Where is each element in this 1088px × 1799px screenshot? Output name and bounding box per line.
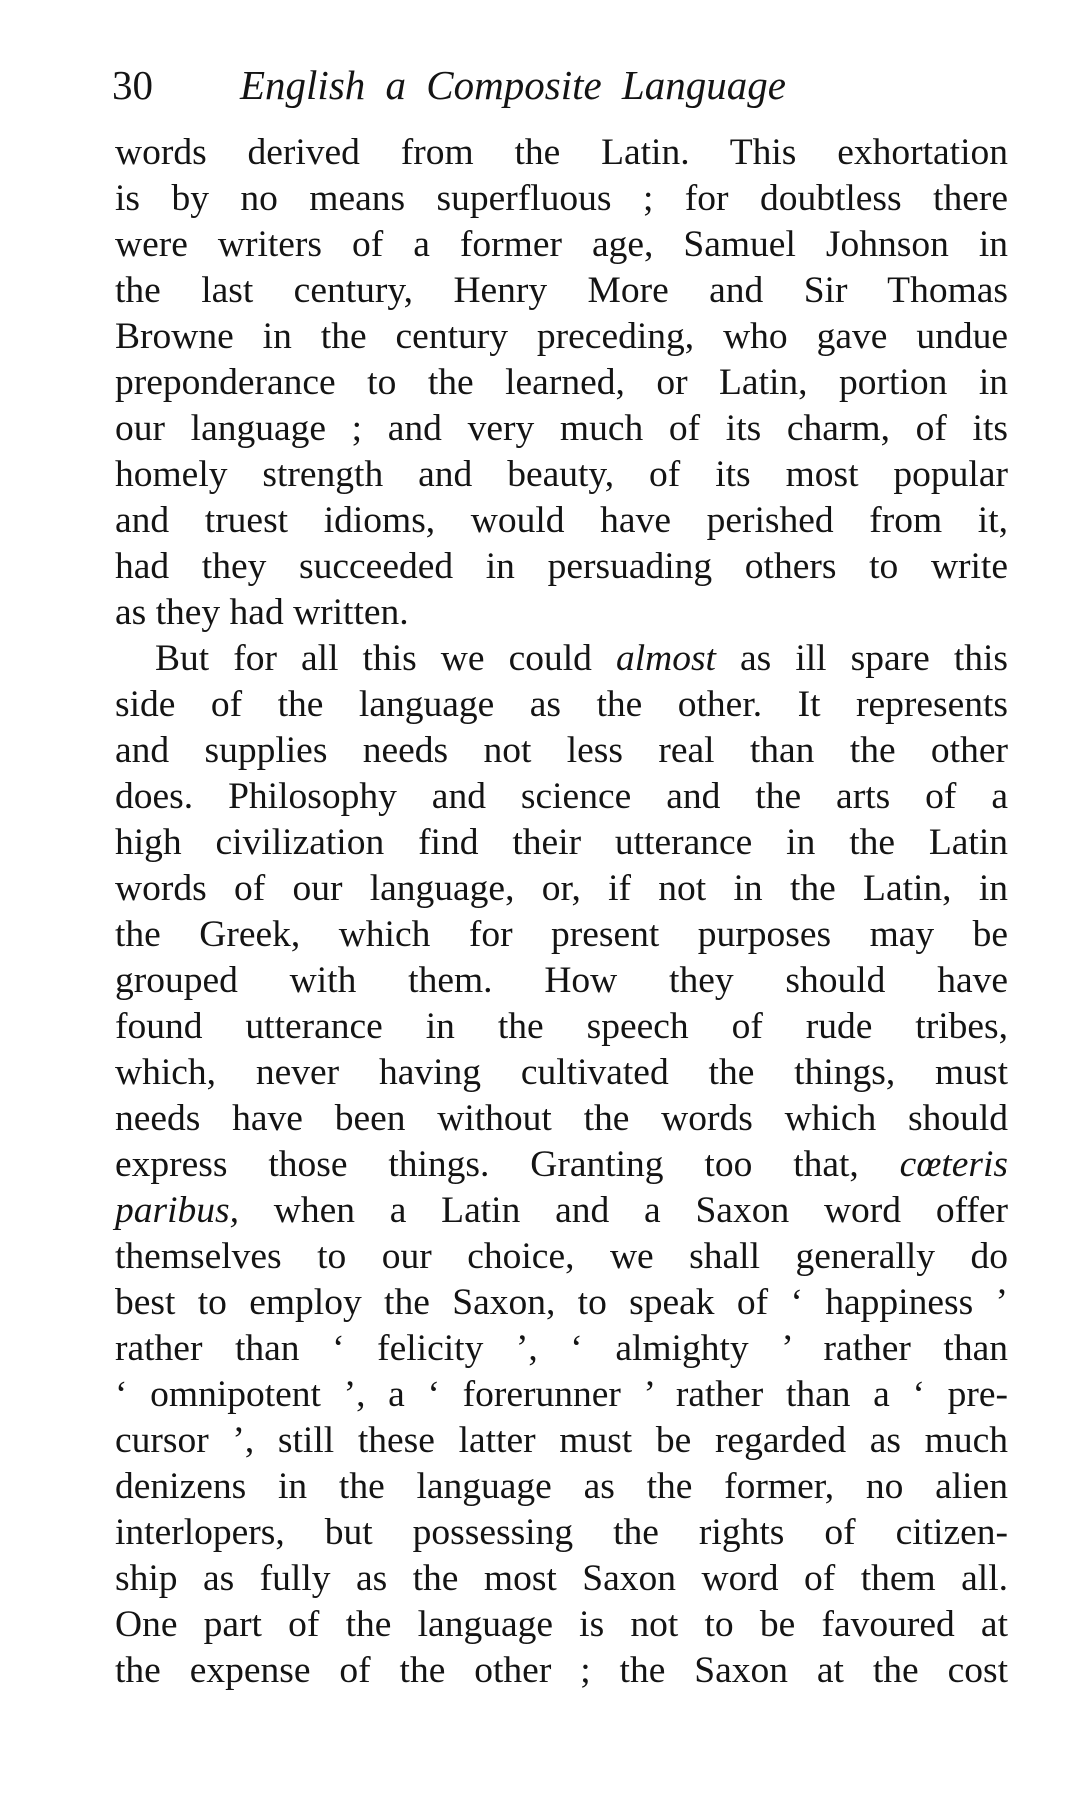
italic-run: cœteris [899, 1144, 1008, 1185]
text-line: themselves to our choice, we shall generally do [115, 1236, 1008, 1277]
text-line [115, 636, 1008, 682]
text-run: But for all this we could [155, 638, 616, 679]
text-line: homely strength and beauty, of its most popular [115, 454, 1008, 495]
text-line: Browne in the century preceding, who gave undue [115, 316, 1008, 357]
text-line: and supplies needs not less real than the other [115, 730, 1008, 771]
paragraph [115, 636, 1008, 1694]
text-line: the last century, Henry More and Sir Thomas [115, 270, 1008, 311]
running-head [112, 50, 1012, 120]
text-line: as they had written. [115, 592, 409, 633]
text-line: best to employ the Saxon, to speak of ‘ happiness ’ [115, 1282, 1008, 1323]
text-line: ship as fully as the most Saxon word of them all. [115, 1558, 1008, 1599]
text-line: found utterance in the speech of rude tribes, [115, 1006, 1008, 1047]
text-line [115, 1188, 1008, 1234]
body-text [115, 130, 1008, 1694]
text-run: when a Latin and a Saxon word offer [238, 1190, 1008, 1231]
text-line: does. Philosophy and science and the arts of a [115, 776, 1008, 817]
running-title: English a Composite Language [240, 62, 786, 108]
text-line: denizens in the language as the former, no alien [115, 1466, 1008, 1507]
text-line: rather than ‘ felicity ’, ‘ almighty ’ rather than [115, 1328, 1008, 1369]
text-line: words derived from the Latin. This exhortation [115, 132, 1008, 173]
paragraph [115, 130, 1008, 636]
text-line: our language ; and very much of its charm, of its [115, 408, 1008, 449]
text-line: preponderance to the learned, or Latin, portion in [115, 362, 1008, 403]
italic-run: almost [615, 638, 716, 679]
text-line: needs have been without the words which should [115, 1098, 1008, 1139]
text-line: grouped with them. How they should have [115, 960, 1008, 1001]
text-line: words of our language, or, if not in the Latin, in [115, 868, 1008, 909]
text-line: high civilization find their utterance in the Latin [115, 822, 1008, 863]
italic-run: paribus, [115, 1190, 239, 1231]
text-line: interlopers, but possessing the rights of citizen- [115, 1512, 1008, 1553]
text-line: One part of the language is not to be favoured at [115, 1604, 1008, 1645]
text-line [115, 1142, 1008, 1188]
text-line: which, never having cultivated the things, must [115, 1052, 1008, 1093]
text-line: cursor ’, still these latter must be regarded as much [115, 1420, 1008, 1461]
text-line: ‘ omnipotent ’, a ‘ forerunner ’ rather than a ‘ pre- [115, 1374, 1008, 1415]
text-line: side of the language as the other. It represents [115, 684, 1008, 725]
text-line: the expense of the other ; the Saxon at the cost [115, 1650, 1008, 1691]
text-run: as ill spare this [715, 638, 1009, 679]
text-line: and truest idioms, would have perished from it, [115, 500, 1008, 541]
text-line: the Greek, which for present purposes may be [115, 914, 1008, 955]
page-number: 30 [112, 62, 153, 108]
text-line: is by no means superfluous ; for doubtless there [115, 178, 1008, 219]
text-run: express those things. Granting too that, [115, 1144, 900, 1185]
text-line: had they succeeded in persuading others to write [115, 546, 1008, 587]
text-line: were writers of a former age, Samuel Johnson in [115, 224, 1008, 265]
